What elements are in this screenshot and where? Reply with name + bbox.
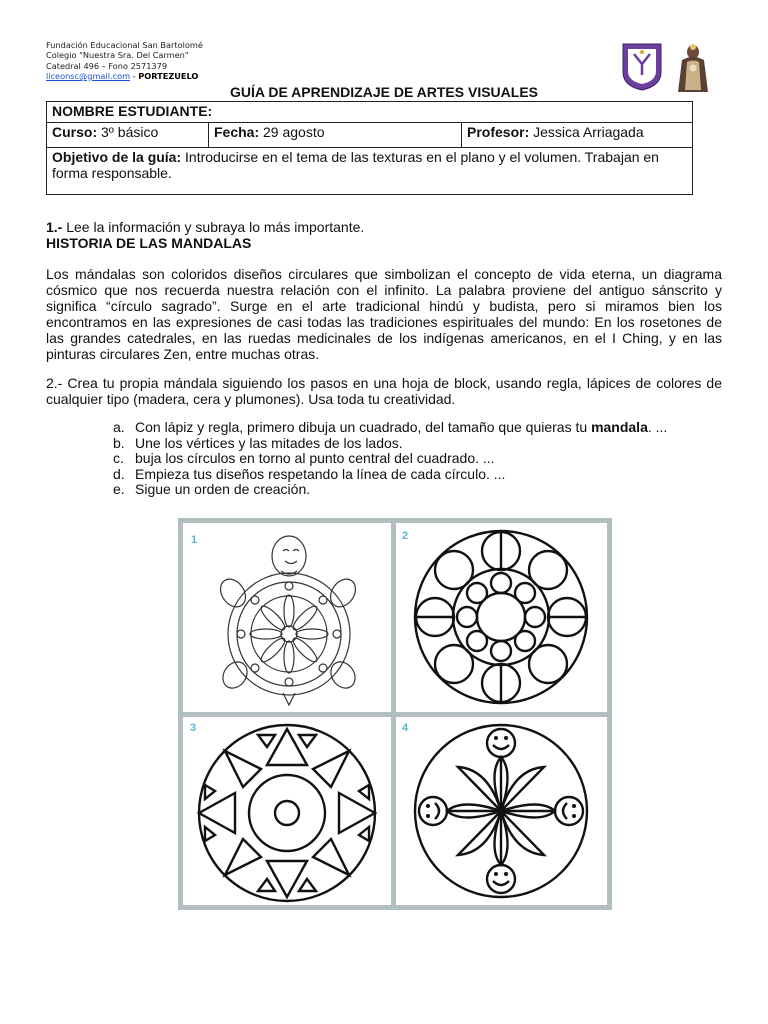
contact-line: liceonsc@gmail.com - PORTEZUELO — [46, 70, 199, 81]
objective-cell: Objetivo de la guía: Introducirse en el tema de las texturas en el plano y el volumen. Trabajan en forma responsable. — [47, 148, 693, 195]
place-name: PORTEZUELO — [138, 70, 199, 81]
circles-mandala-drawing — [396, 523, 607, 712]
mandala-panel-turtle — [183, 523, 391, 712]
school-name: Colegio "Nuestra Sra. Del Carmen" — [46, 50, 189, 61]
turtle-mandala-drawing — [183, 523, 391, 712]
steps-list — [113, 420, 667, 498]
section1-instruction: 1.- Lee la información y subraya lo más importante. — [46, 219, 365, 235]
step-item: c. buja los círculos en torno al punto central del cuadrado. ... — [113, 450, 495, 466]
panel-number: 1 — [191, 534, 198, 546]
panel-number: 2 — [402, 530, 409, 542]
panel-number: 4 — [402, 722, 409, 734]
mandala-panel-triangles — [183, 717, 391, 905]
triangles-mandala-drawing — [183, 717, 391, 905]
section2-instruction: 2.- Crea tu propia mándala siguiendo los pasos en una hoja de block, usando regla, lápices de colores de cualquier tipo (madera, cera y plumones). Usa toda tu creatividad. — [46, 375, 722, 407]
step-item: a. Con lápiz y regla, primero dibuja un cuadrado, del tamaño que quieras tu mandala. ... — [113, 419, 668, 435]
objective-value: Introducirse en el tema de las texturas en el plano y el volumen. Trabajan en forma responsable. — [52, 149, 659, 181]
student-info-table — [46, 101, 693, 195]
teacher-cell: Profesor: Jessica Arriagada — [462, 123, 693, 148]
course-cell: Curso: 3º básico — [47, 123, 209, 148]
step-item: d. Empieza tus diseños respetando la línea de cada círculo. ... — [113, 465, 506, 482]
school-address: Catedral 496 – Fono 2571379 — [46, 60, 168, 71]
step-item: e. Sigue un orden de creación. — [113, 481, 311, 497]
page-title: GUÍA DE APRENDIZAJE DE ARTES VISUALES — [229, 84, 539, 100]
foundation-name: Fundación Educacional San Bartolomé — [46, 40, 203, 50]
step-item: b. Une los vértices y las mitades de los lados. — [113, 434, 403, 451]
mandala-panel-smiley-petals — [396, 717, 607, 905]
school-header — [46, 40, 203, 81]
date-cell: Fecha: 29 agosto — [209, 123, 462, 148]
email-link[interactable]: liceonsc@gmail.com — [46, 70, 131, 81]
panel-number: 3 — [190, 722, 197, 734]
section1-heading: HISTORIA DE LAS MANDALAS — [46, 235, 252, 251]
student-name-label: NOMBRE ESTUDIANTE: — [52, 103, 213, 119]
smiley-petals-mandala-drawing — [396, 717, 607, 905]
date-value: 29 agosto — [259, 124, 325, 140]
mandala-panel-circles — [396, 523, 607, 712]
mandala-examples-grid — [178, 518, 612, 910]
teacher-value: Jessica Arriagada — [529, 124, 644, 140]
mandala-history-paragraph: Los mándalas son coloridos diseños circulares que simbolizan el concepto de vida eterna, un diagrama cósmico que nos recuerda nuestra relación con el infinito. La palabra proviene del antiguo sánscrito y significa “círculo sagrado”. Surge en el arte tradicional hindú y budista, pero si miramos bien los encontramos en las expresiones de casi todas las tradiciones espirituales del mundo: En los rosetones de las grandes catedrales, en las ruedas medicinales de los indígenas americanos, en el I Ching, y en las pinturas circulares Zen, entre muchas otras. — [46, 266, 722, 362]
course-value: 3º básico — [97, 124, 159, 140]
student-name-cell[interactable] — [47, 102, 693, 123]
